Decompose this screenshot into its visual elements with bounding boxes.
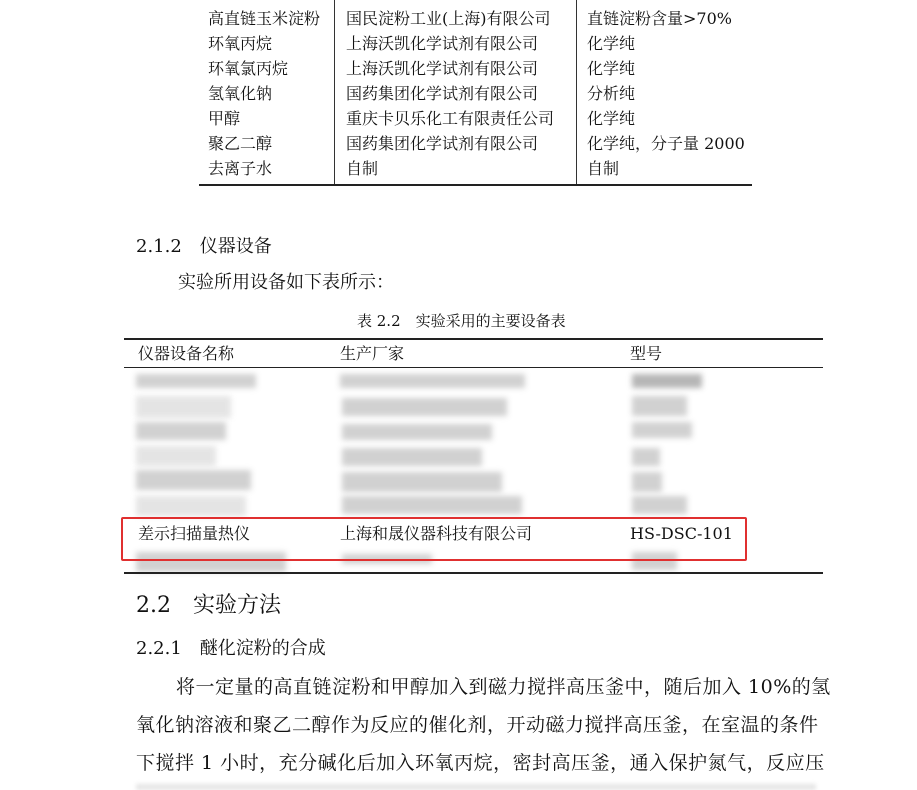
- material-name: 环氧丙烷: [208, 34, 273, 53]
- material-maker: 上海沃凯化学试剂有限公司: [346, 34, 539, 53]
- redacted-cell: [136, 374, 256, 388]
- table-row: [0, 133, 917, 158]
- material-grade: 分析纯: [587, 84, 636, 103]
- section-heading: 2.2 实验方法: [136, 593, 281, 618]
- table-row: [0, 8, 917, 33]
- redacted-cell: [342, 496, 522, 514]
- header-manufacturer: 生产厂家: [340, 344, 405, 363]
- redacted-cell: [342, 472, 502, 492]
- redacted-cell: [136, 446, 216, 466]
- paragraph: 实验所用设备如下表所示：: [178, 272, 394, 293]
- material-name: 甲醇: [208, 109, 241, 128]
- material-grade: 化学纯: [587, 34, 636, 53]
- table-caption: 表 2.2 实验采用的主要设备表: [357, 312, 566, 330]
- material-maker: 上海沃凯化学试剂有限公司: [346, 59, 539, 78]
- redacted-cell: [342, 424, 492, 440]
- material-grade: 化学纯: [587, 109, 636, 128]
- redacted-cell: [136, 422, 226, 440]
- material-name: 氢氧化钠: [208, 84, 273, 103]
- material-grade: 化学纯: [587, 59, 636, 78]
- redacted-cell: [136, 496, 246, 516]
- section-heading: 2.1.2 仪器设备: [136, 236, 272, 257]
- material-name: 高直链玉米淀粉: [208, 9, 321, 28]
- instrument-maker: 上海和晟仪器科技有限公司: [340, 524, 533, 543]
- table-bottom-rule: [124, 572, 823, 574]
- table-bottom-rule: [199, 184, 752, 186]
- highlight-box: [121, 517, 747, 561]
- redacted-cell: [632, 396, 687, 416]
- table-row: [0, 108, 917, 133]
- table-top-rule: [124, 338, 823, 340]
- material-grade: 直链淀粉含量>70%: [587, 9, 732, 28]
- instrument-name: 差示扫描量热仪: [138, 524, 251, 543]
- redacted-cell: [342, 448, 482, 466]
- paragraph-line: 氧化钠溶液和聚乙二醇作为反应的催化剂，开动磁力搅拌高压釜，在室温的条件: [136, 714, 819, 736]
- material-grade: 化学纯，分子量 2000: [587, 134, 745, 153]
- material-maker: 自制: [346, 159, 379, 178]
- redacted-cell: [632, 374, 702, 388]
- material-maker: 国药集团化学试剂有限公司: [346, 134, 539, 153]
- table-row: [0, 33, 917, 58]
- material-grade: 自制: [587, 159, 620, 178]
- column-divider: [576, 0, 577, 184]
- redacted-cell: [632, 496, 687, 514]
- table-row: [0, 83, 917, 108]
- material-maker: 国民淀粉工业(上海)有限公司: [346, 9, 551, 28]
- material-name: 去离子水: [208, 159, 273, 178]
- material-name: 环氧氯丙烷: [208, 59, 289, 78]
- table-header: [0, 343, 917, 367]
- table-row: [0, 58, 917, 83]
- column-divider: [334, 0, 335, 184]
- redacted-cell: [632, 448, 660, 466]
- cutoff-line: [136, 784, 816, 790]
- paragraph-line: 将一定量的高直链淀粉和甲醇加入到磁力搅拌高压釜中，随后加入 10%的氢: [176, 676, 831, 698]
- material-maker: 国药集团化学试剂有限公司: [346, 84, 539, 103]
- redacted-cell: [340, 374, 525, 388]
- instrument-model: HS-DSC-101: [630, 524, 733, 543]
- redacted-cell: [136, 470, 251, 490]
- redacted-cell: [342, 398, 507, 416]
- header-model: 型号: [630, 344, 663, 363]
- material-maker: 重庆卡贝乐化工有限责任公司: [346, 109, 555, 128]
- redacted-cell: [632, 472, 662, 492]
- header-instrument: 仪器设备名称: [138, 344, 235, 363]
- table-header-rule: [124, 367, 823, 368]
- subsection-heading: 2.2.1 醚化淀粉的合成: [136, 638, 326, 659]
- redacted-cell: [632, 422, 692, 438]
- paragraph-line: 下搅拌 1 小时，充分碱化后加入环氧丙烷，密封高压釜，通入保护氮气，反应压: [136, 752, 825, 774]
- table-row: [0, 158, 917, 183]
- redacted-cell: [136, 396, 231, 418]
- material-name: 聚乙二醇: [208, 134, 273, 153]
